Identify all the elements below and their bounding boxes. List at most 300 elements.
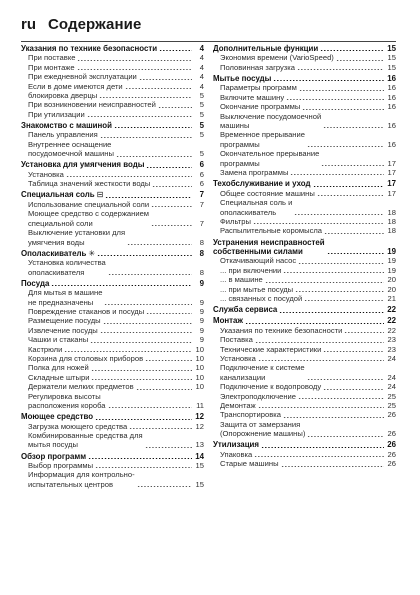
page-number: 12 bbox=[195, 412, 204, 422]
dot-leader bbox=[88, 458, 192, 459]
toc-section-entry[interactable] bbox=[213, 179, 396, 188]
toc-subsection-entry[interactable] bbox=[213, 285, 396, 294]
page-number: 23 bbox=[387, 335, 396, 345]
toc-entry-title: Выключение посудомоечной машины bbox=[220, 111, 322, 131]
dot-leader bbox=[258, 360, 384, 361]
dot-leader bbox=[103, 323, 192, 324]
dot-leader bbox=[114, 127, 192, 128]
page-number: 10 bbox=[195, 353, 204, 363]
page-number: 26 bbox=[387, 459, 396, 469]
toc-entry-title: Подключение к системе канализации bbox=[220, 363, 305, 382]
page-number: 23 bbox=[387, 344, 396, 354]
toc-section-entry[interactable] bbox=[213, 440, 396, 449]
toc-section-entry[interactable] bbox=[213, 316, 396, 325]
toc-entry-title: Загрузка моющего средства bbox=[28, 421, 128, 431]
dot-leader bbox=[304, 300, 384, 301]
dot-leader bbox=[302, 109, 384, 110]
page-number: 17 bbox=[387, 179, 396, 189]
page-number: 5 bbox=[199, 130, 204, 140]
toc-subsection-entry[interactable] bbox=[21, 91, 204, 100]
page-number: 8 bbox=[199, 237, 204, 247]
toc-entry-title: Использование специальной соли bbox=[28, 199, 150, 209]
dot-leader bbox=[137, 486, 192, 487]
toc-section-entry[interactable] bbox=[21, 121, 204, 130]
toc-section-entry[interactable] bbox=[213, 74, 396, 83]
toc-entry-title: Защита от замерзания (Опорожнение машины) bbox=[220, 419, 306, 439]
toc-entry-title: Выключение установки для умягчения воды bbox=[28, 228, 126, 247]
toc-entry-title: Установка для умягчения воды bbox=[21, 160, 145, 170]
toc-entry-title: Общее состояние машины bbox=[220, 188, 315, 198]
dot-leader bbox=[108, 407, 192, 408]
dot-leader bbox=[66, 176, 192, 177]
toc-subsection-entry[interactable] bbox=[213, 450, 396, 459]
dot-leader bbox=[297, 69, 384, 70]
page-number: 4 bbox=[199, 62, 204, 72]
toc-subsection-entry[interactable] bbox=[213, 63, 396, 72]
toc-entry-title: Монтаж bbox=[213, 316, 244, 326]
toc-columns bbox=[21, 44, 396, 489]
dot-leader bbox=[273, 80, 384, 81]
page-number: 7 bbox=[199, 218, 204, 228]
toc-subsection-entry[interactable] bbox=[213, 410, 396, 419]
dot-leader bbox=[158, 107, 192, 108]
toc-entry-title: ... в машине bbox=[220, 275, 263, 285]
toc-entry-title: Чашки и стаканы bbox=[28, 335, 89, 345]
toc-section-entry[interactable] bbox=[21, 190, 204, 199]
page-number: 19 bbox=[387, 256, 396, 266]
page-number: 16 bbox=[387, 121, 396, 131]
dot-leader bbox=[307, 436, 384, 437]
dot-leader bbox=[323, 127, 384, 128]
toc-entry-title: Кастрюли bbox=[28, 344, 63, 354]
toc-entry-title: Повреждение стаканов и посуды bbox=[28, 306, 145, 316]
toc-subsection-entry[interactable] bbox=[213, 226, 396, 235]
toc-entry-title: Поставка bbox=[220, 335, 253, 345]
page-number: 20 bbox=[387, 275, 396, 285]
page-number: 17 bbox=[387, 158, 396, 168]
toc-subsection-entry[interactable] bbox=[21, 170, 204, 179]
toc-section-entry[interactable] bbox=[21, 249, 204, 258]
dot-leader bbox=[146, 313, 192, 314]
toc-entry-title: Регулировка высоты расположения короба bbox=[28, 391, 106, 411]
dot-leader bbox=[298, 263, 384, 264]
toc-subsection-entry[interactable] bbox=[213, 130, 396, 149]
toc-section-entry[interactable] bbox=[21, 44, 204, 53]
toc-entry-title: Окончание программы bbox=[220, 102, 301, 112]
dot-leader bbox=[77, 60, 192, 61]
dot-leader bbox=[281, 466, 384, 467]
toc-entry-title: Электроподключение bbox=[220, 391, 296, 401]
dot-leader bbox=[125, 88, 192, 89]
dot-leader bbox=[253, 223, 384, 224]
toc-entry-title: Дополнительные функции bbox=[213, 44, 319, 53]
toc-subsection-entry[interactable] bbox=[21, 392, 204, 411]
toc-entry-title: Моющее средство bbox=[21, 412, 94, 422]
toc-subsection-entry[interactable] bbox=[213, 112, 396, 131]
dot-leader bbox=[294, 214, 384, 215]
toc-subsection-entry[interactable] bbox=[21, 326, 204, 335]
dot-leader bbox=[127, 244, 192, 245]
dot-leader bbox=[344, 332, 384, 333]
dot-leader bbox=[290, 174, 384, 175]
toc-subsection-entry[interactable] bbox=[213, 459, 396, 468]
toc-entry-title: Половинная загрузка bbox=[220, 62, 295, 72]
toc-entry-title: Установка bbox=[28, 169, 64, 179]
dot-leader bbox=[129, 428, 192, 429]
toc-entry-title: Мытье посуды bbox=[213, 74, 272, 84]
page-number: 6 bbox=[199, 160, 204, 170]
dot-leader bbox=[105, 197, 192, 198]
toc-entry-title: Старые машины bbox=[220, 459, 279, 469]
dot-leader bbox=[136, 389, 192, 390]
dot-leader bbox=[279, 312, 384, 313]
toc-entry-title: Корзина для столовых приборов bbox=[28, 353, 144, 363]
toc-subsection-entry[interactable] bbox=[21, 228, 204, 247]
toc-entry-title: Техобслуживание и уход bbox=[213, 179, 311, 189]
dot-leader bbox=[108, 274, 192, 275]
page-title: Содержание bbox=[48, 16, 142, 33]
page-number: 10 bbox=[195, 344, 204, 354]
dot-leader bbox=[323, 351, 384, 352]
toc-subsection-entry[interactable] bbox=[21, 316, 204, 325]
toc-subsection-entry[interactable] bbox=[213, 53, 396, 62]
toc-subsection-entry[interactable] bbox=[213, 354, 396, 363]
toc-entry-title: При ежедневной эксплуатации bbox=[28, 72, 137, 82]
dot-leader bbox=[283, 417, 384, 418]
toc-section-entry[interactable] bbox=[21, 279, 204, 288]
page-number: 10 bbox=[195, 363, 204, 373]
dot-leader bbox=[255, 342, 384, 343]
toc-entry-title: Распылительные коромысла bbox=[220, 226, 323, 236]
toc-subsection-entry[interactable] bbox=[213, 256, 396, 265]
dot-leader bbox=[261, 447, 384, 448]
toc-entry-title: Замена программы bbox=[220, 168, 289, 178]
toc-subsection-entry[interactable] bbox=[21, 461, 204, 470]
toc-subsection-entry[interactable] bbox=[213, 420, 396, 439]
toc-subsection-entry[interactable] bbox=[21, 373, 204, 382]
dot-leader bbox=[299, 90, 384, 91]
toc-entry-title: Подключение к водопроводу bbox=[220, 382, 322, 392]
page-number: 7 bbox=[199, 190, 204, 200]
toc-entry-title: Установка bbox=[220, 353, 256, 363]
toc-entry-title: Посуда bbox=[21, 278, 50, 288]
toc-entry-title: Экономия времени (VarioSpeed) bbox=[220, 53, 334, 63]
page-number: 16 bbox=[387, 139, 396, 149]
toc-subsection-entry[interactable] bbox=[213, 168, 396, 177]
toc-subsection-entry[interactable] bbox=[21, 82, 204, 91]
toc-entry-title: Упаковка bbox=[220, 449, 253, 459]
dot-leader bbox=[95, 467, 192, 468]
toc-subsection-entry[interactable] bbox=[21, 140, 204, 159]
dot-leader bbox=[97, 255, 192, 256]
toc-entry-title: Складные штыри bbox=[28, 372, 90, 382]
dot-leader bbox=[90, 342, 192, 343]
dot-leader bbox=[77, 69, 192, 70]
language-code: ru bbox=[21, 16, 36, 33]
dot-leader bbox=[313, 186, 385, 187]
page-number: 9 bbox=[199, 306, 204, 316]
dot-leader bbox=[100, 137, 192, 138]
toc-subsection-entry[interactable] bbox=[21, 422, 204, 431]
toc-entry-title: Установка количества ополаскивателя bbox=[28, 258, 106, 277]
toc-entry-title: При поставке bbox=[28, 53, 76, 63]
page-number: 19 bbox=[387, 265, 396, 275]
toc-subsection-entry[interactable] bbox=[21, 110, 204, 119]
toc-entry-title: Временное прерывание программы bbox=[220, 130, 305, 149]
page-number: 24 bbox=[387, 372, 396, 382]
toc-subsection-entry[interactable] bbox=[213, 326, 396, 335]
dot-leader bbox=[104, 304, 192, 305]
dot-leader bbox=[100, 332, 192, 333]
toc-subsection-entry[interactable] bbox=[213, 392, 396, 401]
toc-subsection-entry[interactable] bbox=[213, 294, 396, 303]
toc-entry-title: Для мытья в машине не предназначены bbox=[28, 288, 103, 307]
toc-entry-title: Знакомство с машиной bbox=[21, 121, 112, 131]
page-number: 8 bbox=[199, 248, 204, 258]
toc-entry-title: ... при мытье посуды bbox=[220, 284, 294, 294]
page-number: 6 bbox=[199, 169, 204, 179]
toc-entry-title: Включите машину bbox=[220, 92, 285, 102]
toc-entry-title: Выбор программы bbox=[28, 461, 94, 471]
dot-leader bbox=[323, 389, 384, 390]
dot-leader bbox=[283, 272, 384, 273]
toc-subsection-entry[interactable] bbox=[213, 401, 396, 410]
toc-entry-title: Указания по технике безопасности bbox=[220, 325, 343, 335]
dot-leader bbox=[295, 291, 384, 292]
toc-entry-title: Служба сервиса bbox=[213, 305, 278, 315]
page-number: 15 bbox=[387, 62, 396, 72]
page-number: 14 bbox=[195, 451, 204, 461]
toc-entry-title: При монтаже bbox=[28, 62, 75, 72]
toc-entry-title: Параметры программ bbox=[220, 83, 297, 93]
toc-section-entry[interactable] bbox=[213, 44, 396, 53]
toc-entry-title: Ополаскиватель bbox=[21, 248, 87, 258]
page-number: 10 bbox=[195, 382, 204, 392]
dot-leader bbox=[307, 379, 384, 380]
page-number: 16 bbox=[387, 92, 396, 102]
toc-entry-title: При утилизации bbox=[28, 109, 85, 119]
toc-subsection-entry[interactable] bbox=[21, 200, 204, 209]
header-divider bbox=[21, 41, 396, 42]
toc-entry-title: Устранения неисправностей собственными силами bbox=[213, 237, 325, 256]
page-number: 4 bbox=[199, 44, 204, 53]
page-number: 16 bbox=[387, 102, 396, 112]
toc-subsection-entry[interactable] bbox=[21, 72, 204, 81]
toc-subsection-entry[interactable] bbox=[213, 198, 396, 217]
dot-leader bbox=[336, 60, 384, 61]
toc-subsection-entry[interactable] bbox=[213, 335, 396, 344]
toc-subsection-entry[interactable] bbox=[21, 307, 204, 316]
page-number: 8 bbox=[199, 267, 204, 277]
dot-leader bbox=[298, 398, 384, 399]
toc-entry-title: Полка для ножей bbox=[28, 363, 89, 373]
dot-leader bbox=[99, 97, 192, 98]
page-number: 4 bbox=[199, 81, 204, 91]
toc-section-entry[interactable] bbox=[21, 412, 204, 421]
page-number: 11 bbox=[196, 401, 204, 411]
dot-leader bbox=[286, 99, 384, 100]
toc-subsection-entry[interactable] bbox=[213, 266, 396, 275]
toc-entry-title: Транспортировка bbox=[220, 410, 281, 420]
rinse-aid-icon: ✳ bbox=[88, 248, 96, 258]
toc-entry-title: Утилизация bbox=[213, 440, 259, 450]
dot-leader bbox=[159, 50, 192, 51]
page-number: 26 bbox=[387, 440, 396, 450]
page-number: 20 bbox=[387, 284, 396, 294]
toc-subsection-entry[interactable] bbox=[21, 258, 204, 277]
toc-entry-title: Специальная соль bbox=[21, 190, 95, 200]
toc-entry-title: Размещение посуды bbox=[28, 316, 101, 326]
toc-entry-title: Указания по технике безопасности bbox=[21, 44, 158, 53]
dot-leader bbox=[254, 456, 384, 457]
toc-subsection-entry[interactable] bbox=[21, 382, 204, 391]
dot-leader bbox=[145, 360, 192, 361]
page-number: 5 bbox=[199, 91, 204, 101]
toc-entry-title: блокировка дверцы bbox=[28, 91, 98, 101]
dot-leader bbox=[321, 165, 384, 166]
dot-leader bbox=[91, 379, 192, 380]
page-number: 5 bbox=[199, 109, 204, 119]
page-number: 4 bbox=[199, 53, 204, 63]
toc-entry-title: Моющее средство с содержанием специальной соли bbox=[28, 209, 150, 228]
toc-subsection-entry[interactable] bbox=[21, 431, 204, 450]
dot-leader bbox=[317, 195, 384, 196]
page-number: 19 bbox=[387, 246, 396, 256]
toc-entry-title: Информация для контрольно- испытательных центров bbox=[28, 470, 135, 489]
toc-subsection-entry[interactable] bbox=[21, 354, 204, 363]
toc-subsection-entry[interactable] bbox=[213, 93, 396, 102]
dot-leader bbox=[95, 419, 192, 420]
page-number: 9 bbox=[199, 297, 204, 307]
salt-icon: ⊟ bbox=[96, 190, 104, 200]
toc-subsection-entry[interactable] bbox=[213, 149, 396, 168]
toc-entry-title: Держатели мелких предметов bbox=[28, 382, 134, 392]
page-number: 5 bbox=[199, 121, 204, 131]
toc-header bbox=[21, 16, 396, 38]
dot-leader bbox=[146, 167, 192, 168]
toc-entry-title: Технические характеристики bbox=[220, 344, 322, 354]
dot-leader bbox=[245, 323, 384, 324]
toc-section-entry[interactable] bbox=[213, 238, 396, 257]
dot-leader bbox=[91, 370, 192, 371]
dot-leader bbox=[151, 225, 192, 226]
page-number: 17 bbox=[387, 168, 396, 178]
toc-subsection-entry[interactable] bbox=[213, 102, 396, 111]
page-number: 17 bbox=[387, 188, 396, 198]
toc-right-column bbox=[213, 44, 396, 489]
toc-subsection-entry[interactable] bbox=[213, 345, 396, 354]
toc-subsection-entry[interactable] bbox=[21, 179, 204, 188]
toc-subsection-entry[interactable] bbox=[21, 130, 204, 139]
dot-leader bbox=[87, 116, 192, 117]
toc-subsection-entry[interactable] bbox=[21, 470, 204, 489]
toc-entry-title: Если в доме имеются дети bbox=[28, 81, 123, 91]
toc-entry-title: Обзор программ bbox=[21, 451, 87, 461]
page-number: 26 bbox=[387, 410, 396, 420]
page-number: 13 bbox=[195, 440, 204, 450]
toc-subsection-entry[interactable] bbox=[21, 363, 204, 372]
page-number: 25 bbox=[387, 401, 396, 411]
page-number: 18 bbox=[387, 226, 396, 236]
page-number: 22 bbox=[387, 305, 396, 315]
toc-subsection-entry[interactable] bbox=[21, 53, 204, 62]
toc-entry-title: Извлечение посуды bbox=[28, 325, 98, 335]
toc-subsection-entry[interactable] bbox=[21, 288, 204, 307]
page-number: 18 bbox=[387, 216, 396, 226]
page-number: 16 bbox=[387, 83, 396, 93]
toc-entry-title: ... при включении bbox=[220, 265, 282, 275]
dot-leader bbox=[116, 156, 192, 157]
toc-subsection-entry[interactable] bbox=[21, 345, 204, 354]
page-number: 22 bbox=[387, 316, 396, 326]
page-number: 6 bbox=[199, 179, 204, 189]
page-number: 25 bbox=[387, 391, 396, 401]
toc-entry-title: Комбинированные средства для мытья посуды bbox=[28, 431, 143, 450]
toc-subsection-entry[interactable] bbox=[213, 189, 396, 198]
toc-entry-title: Таблица значений жесткости воды bbox=[28, 179, 151, 189]
page-number: 10 bbox=[195, 372, 204, 382]
toc-section-entry[interactable] bbox=[21, 452, 204, 461]
page-number: 9 bbox=[199, 325, 204, 335]
dot-leader bbox=[265, 282, 384, 283]
toc-subsection-entry[interactable] bbox=[213, 83, 396, 92]
toc-entry-title: Демонтаж bbox=[220, 401, 256, 411]
toc-section-entry[interactable] bbox=[213, 305, 396, 314]
dot-leader bbox=[152, 186, 192, 187]
page-number: 24 bbox=[387, 353, 396, 363]
toc-entry-title: ... связанных с посудой bbox=[220, 293, 303, 303]
toc-subsection-entry[interactable] bbox=[21, 63, 204, 72]
dot-leader bbox=[324, 233, 384, 234]
page-number: 7 bbox=[199, 199, 204, 209]
page-number: 15 bbox=[387, 44, 396, 53]
toc-section-entry[interactable] bbox=[21, 160, 204, 169]
page-number: 9 bbox=[199, 278, 204, 288]
page-number: 5 bbox=[199, 149, 204, 159]
page-number: 26 bbox=[387, 429, 396, 439]
dot-leader bbox=[145, 447, 192, 448]
page-number: 16 bbox=[387, 74, 396, 84]
toc-subsection-entry[interactable] bbox=[21, 209, 204, 228]
dot-leader bbox=[320, 50, 384, 51]
page-number: 4 bbox=[199, 72, 204, 82]
page-number: 15 bbox=[195, 479, 204, 489]
toc-subsection-entry[interactable] bbox=[213, 382, 396, 391]
toc-subsection-entry[interactable] bbox=[21, 335, 204, 344]
toc-left-column bbox=[21, 44, 204, 489]
toc-subsection-entry[interactable] bbox=[213, 275, 396, 284]
page-number: 22 bbox=[387, 325, 396, 335]
toc-subsection-entry[interactable] bbox=[21, 100, 204, 109]
toc-subsection-entry[interactable] bbox=[213, 363, 396, 382]
toc-subsection-entry[interactable] bbox=[213, 217, 396, 226]
dot-leader bbox=[258, 407, 384, 408]
page-number: 9 bbox=[199, 316, 204, 326]
toc-entry-title: Откачивающий насос bbox=[220, 256, 297, 266]
toc-entry-title: При возникновении неисправностей bbox=[28, 100, 156, 110]
dot-leader bbox=[51, 285, 192, 286]
page-number: 15 bbox=[387, 53, 396, 63]
page-number: 18 bbox=[387, 207, 396, 217]
page-number: 21 bbox=[387, 293, 396, 303]
toc-entry-title: Фильтры bbox=[220, 216, 251, 226]
toc-entry-title: Окончательное прерывание программы bbox=[220, 149, 320, 168]
dot-leader bbox=[327, 253, 384, 254]
toc-entry-title: Внутреннее оснащение посудомоечной машины bbox=[28, 139, 114, 159]
toc-entry-title: Панель управления bbox=[28, 130, 98, 140]
dot-leader bbox=[151, 206, 192, 207]
toc-entry-title: Специальная соль и ополаскиватель bbox=[220, 198, 293, 217]
